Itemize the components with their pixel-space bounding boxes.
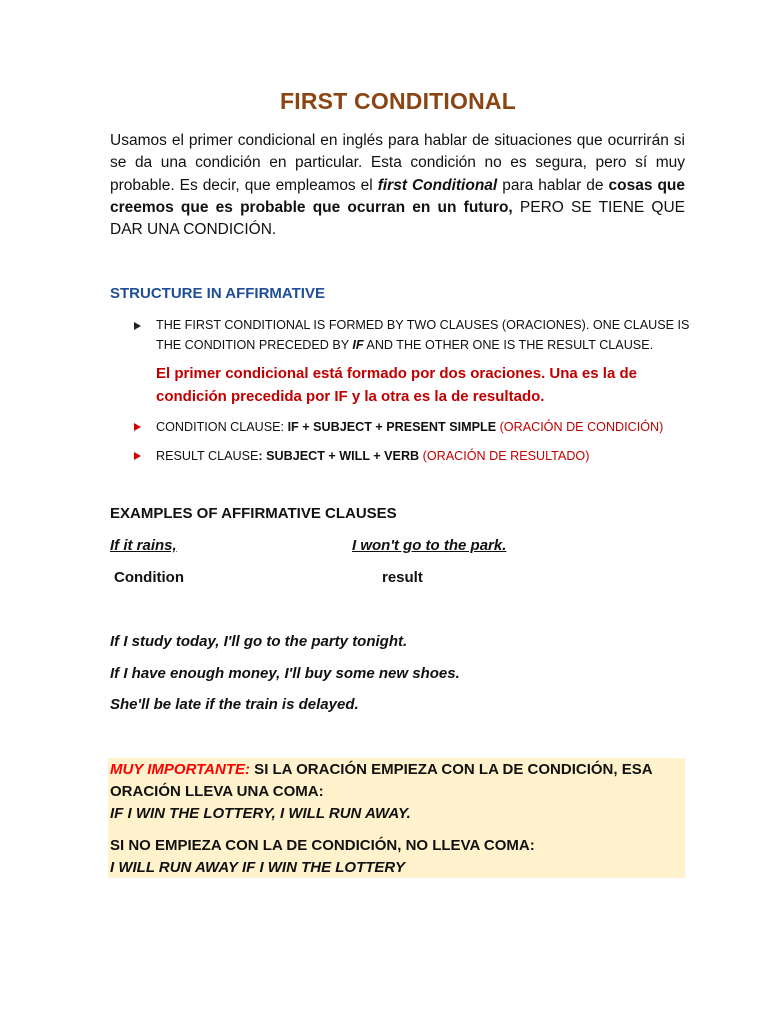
result-formula: : SUBJECT + WILL + VERB [258, 449, 420, 463]
important-line-4: SI NO EMPIEZA CON LA DE CONDICIÓN, NO LLEVA COMA: [110, 837, 535, 854]
bullet-arrow-icon [134, 423, 141, 431]
example-sentence: She'll be late if the train is delayed. [110, 696, 359, 713]
result-example: I won't go to the park. [352, 537, 507, 554]
result-spanish: (ORACIÓN DE RESULTADO) [419, 449, 590, 463]
important-example-1: IF I WIN THE LOTTERY, I WILL RUN AWAY. [110, 805, 411, 822]
page-title: FIRST CONDITIONAL [280, 88, 516, 114]
important-line1-text: SI LA ORACIÓN EMPIEZA CON LA DE CONDICIÓN, ESA [250, 761, 653, 778]
intro-text-2: para hablar de [497, 176, 609, 194]
bullet1-if: IF [352, 337, 364, 352]
intro-first-conditional: first Conditional [377, 176, 498, 194]
important-label: MUY IMPORTANTE: [110, 761, 251, 778]
structure-heading: STRUCTURE IN AFFIRMATIVE [110, 285, 325, 302]
example-sentence: If I have enough money, I'll buy some new shoes. [110, 665, 460, 682]
intro-text-1: Usamos el primer condicional en inglés para hablar de situaciones que ocurrirán si se da una condición en particular. Esta condición no es segura, pero sí muy probable. Es decir, que empleamos el [110, 132, 685, 194]
examples-heading: EXAMPLES OF AFFIRMATIVE CLAUSES [110, 505, 397, 522]
result-label: RESULT CLAUSE [156, 449, 259, 463]
result-example-label: result [382, 569, 423, 586]
condition-label: CONDITION CLAUSE: [156, 420, 288, 434]
important-line-2: ORACIÓN LLEVA UNA COMA: [110, 783, 324, 800]
condition-formula: IF + SUBJECT + PRESENT SIMPLE [287, 420, 497, 434]
spanish-note: El primer condicional está formado por dos oraciones. Una es la de condición precedida por IF y la otra es la de resultado. [156, 365, 637, 405]
example-sentence: If I study today, I'll go to the party tonight. [110, 633, 408, 650]
bullet-arrow-icon [134, 322, 141, 330]
intro-text-3: PERO SE TIENE QUE DAR UNA CONDICIÓN. [110, 198, 685, 239]
important-line-1 [110, 761, 653, 778]
bullet-arrow-icon [134, 452, 141, 460]
intro-paragraph [110, 130, 685, 241]
bullet1-text-1: THE FIRST CONDITIONAL IS FORMED BY TWO CLAUSES (ORACIONES). ONE CLAUSE IS THE CONDITION PRECEDED BY [156, 318, 690, 352]
condition-example: If it rains, [110, 537, 177, 554]
condition-spanish: (ORACIÓN DE CONDICIÓN) [496, 420, 664, 434]
bullet1-text-2: AND THE OTHER ONE IS THE RESULT CLAUSE. [363, 337, 654, 352]
intro-bold-phrase: cosas que creemos que es probable que ocurran en un futuro, [110, 176, 686, 216]
important-example-2: I WILL RUN AWAY IF I WIN THE LOTTERY [110, 859, 405, 876]
condition-example-label: Condition [114, 569, 184, 586]
